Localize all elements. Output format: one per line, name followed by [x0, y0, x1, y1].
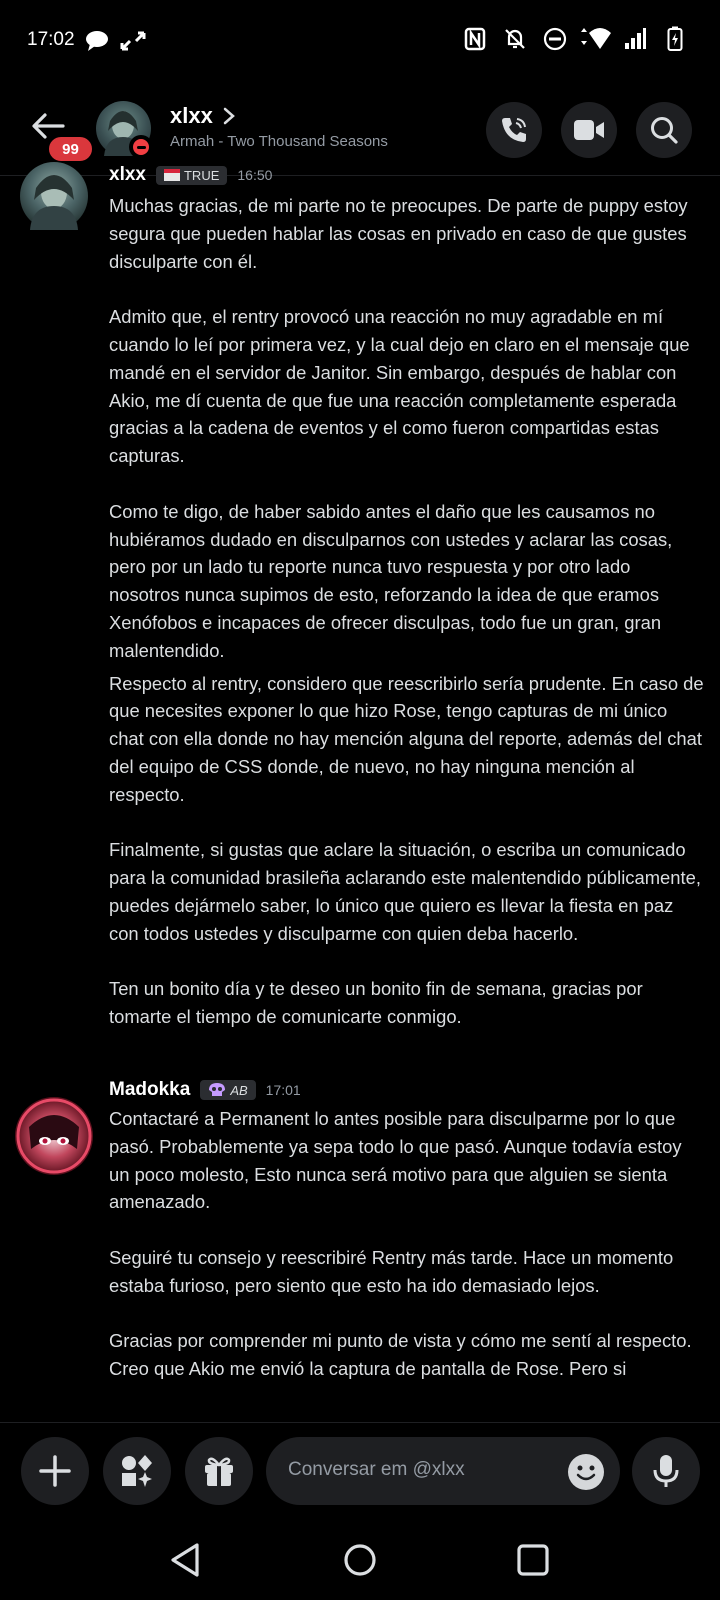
video-call-button[interactable]: [561, 102, 617, 158]
emoji-icon: [568, 1454, 604, 1490]
nav-recents-button[interactable]: [513, 1540, 553, 1580]
message-timestamp: 16:50: [237, 167, 273, 183]
message-header: [109, 1079, 301, 1101]
triangle-back-icon: [169, 1542, 201, 1578]
emoji-button[interactable]: [568, 1454, 604, 1490]
message-content: [109, 192, 704, 1031]
nfc-icon: [462, 26, 488, 52]
gift-button[interactable]: [185, 1437, 253, 1505]
search-icon: [649, 115, 679, 145]
message-paragraph: Finalmente, si gustas que aclare la situación, o escriba un comunicado para la comunidad brasileña aclarando este malentendido públicamente, puedes dejármelo saber, lo único que quiero es llevar la fiesta en paz con todos ustedes y disculparme con quien deba hacerlo.: [109, 839, 701, 944]
phone-icon: [499, 115, 529, 145]
add-attachment-button[interactable]: [21, 1437, 89, 1505]
message-paragraph: Seguiré tu consejo y reescribiré Rentry más tarde. Hace un momento estaba furioso, pero siento que esto ha ido demasiado lejos.: [109, 1246, 674, 1296]
microphone-icon: [651, 1453, 681, 1489]
message-input-placeholder: Conversar em @xlxx: [288, 1459, 465, 1480]
unread-badge: 99: [46, 134, 95, 164]
gift-icon: [202, 1454, 236, 1488]
message-paragraph: Gracias por comprender mi punto de vista y cómo me sentí al respecto.: [109, 1330, 692, 1352]
dnd-status-icon: [129, 135, 153, 159]
apps-icon: [119, 1453, 155, 1489]
guild-tag: [156, 166, 227, 185]
message-input[interactable]: [266, 1437, 620, 1505]
system-navigation-bar: [0, 1520, 720, 1600]
avatar[interactable]: [20, 162, 88, 230]
guild-tag: [200, 1080, 255, 1100]
message-paragraph: Respecto al rentry, considero que reescribirlo sería prudente. En caso de que necesites exponer lo que hizo Rose, tengo capturas de mi único chat con ella donde no hay mención alguna del reporte, además del chat del equipo de CSS donde, de nuevo, no hay ninguna mención al respecto.: [109, 672, 704, 805]
user-status-text: Armah - Two Thousand Seasons: [170, 133, 388, 150]
skull-icon: [208, 1082, 226, 1098]
message-paragraph: Ten un bonito día y te deseo un bonito fin de semana, gracias por tomarte el tiempo de comunicarte conmigo.: [109, 978, 643, 1028]
chat-header: [0, 84, 720, 176]
video-icon: [573, 118, 605, 142]
status-bar: [0, 0, 720, 84]
message-author[interactable]: Madokka: [109, 1079, 191, 1100]
message-paragraph: Muchas gracias, de mi parte no te preocupes. De parte de puppy estoy segura que pueden hablar las cosas en privado en caso de que gustes disculparte con él.: [109, 195, 688, 272]
guild-tag-label: AB: [230, 1082, 248, 1098]
message-paragraph: Contactaré a Permanent lo antes posible para disculparme por lo que pasó. Probablemente ya sepa todo lo que pasó. Aunque todavía estoy un poco molesto, Esto nunca será motivo para que alguien se sienta amenazado.: [109, 1108, 682, 1213]
mute-bell-icon: [502, 26, 528, 52]
message-content: [109, 1105, 704, 1383]
nav-home-button[interactable]: [340, 1540, 380, 1580]
swap-arrows-icon: [120, 28, 146, 54]
message-timestamp: 17:01: [265, 1082, 301, 1098]
message-list[interactable]: [0, 164, 720, 1422]
message-author[interactable]: xlxx: [109, 164, 146, 185]
message-paragraph: Creo que Akio me envió la captura de pantalla de Rose. Pero si: [109, 1358, 627, 1380]
message-paragraph: Como te digo, de haber sabido antes el daño que les causamos no hubiéramos dudado en disculparnos con ustedes y aclarar las cosas, pero por un lado tu reporte nunca tuvo respuesta y por otro lado nosotros nunca supimos de esto, reforzando la idea de que eramos Xenófobos e incapaces de ofrecer disculpas, todo fue un gran, gran malentendido.: [109, 500, 673, 661]
apps-button[interactable]: [103, 1437, 171, 1505]
chat-title[interactable]: [170, 103, 235, 129]
chevron-right-icon: [223, 107, 235, 125]
do-not-disturb-icon: [542, 26, 568, 52]
search-button[interactable]: [636, 102, 692, 158]
chat-bubble-icon: [84, 28, 110, 54]
status-time: 17:02: [27, 29, 75, 50]
voice-message-button[interactable]: [632, 1437, 700, 1505]
wifi-icon: [582, 26, 608, 52]
circle-home-icon: [343, 1543, 377, 1577]
guild-tag-label: TRUE: [183, 167, 220, 183]
avatar[interactable]: [15, 1097, 93, 1175]
message-header: [109, 164, 272, 186]
plus-icon: [38, 1454, 72, 1488]
signal-icon: [622, 26, 648, 52]
chat-username: xlxx: [170, 103, 213, 128]
message-composer: [0, 1422, 720, 1520]
voice-call-button[interactable]: [486, 102, 542, 158]
battery-charging-icon: [662, 26, 688, 52]
flag-icon: [164, 169, 180, 181]
message-paragraph: Admito que, el rentry provocó una reacción no muy agradable en mí cuando lo leí por primera vez, y la cual dejo en claro en el mensaje que mandé en el servidor de Janitor. Sin embargo, después de hablar con Akio, me dí cuenta de que fue una reacción completamente esperada gracias a la cadena de eventos y el como fueron compartidas estas capturas.: [109, 306, 690, 467]
nav-back-button[interactable]: [165, 1540, 205, 1580]
square-recents-icon: [516, 1543, 550, 1577]
